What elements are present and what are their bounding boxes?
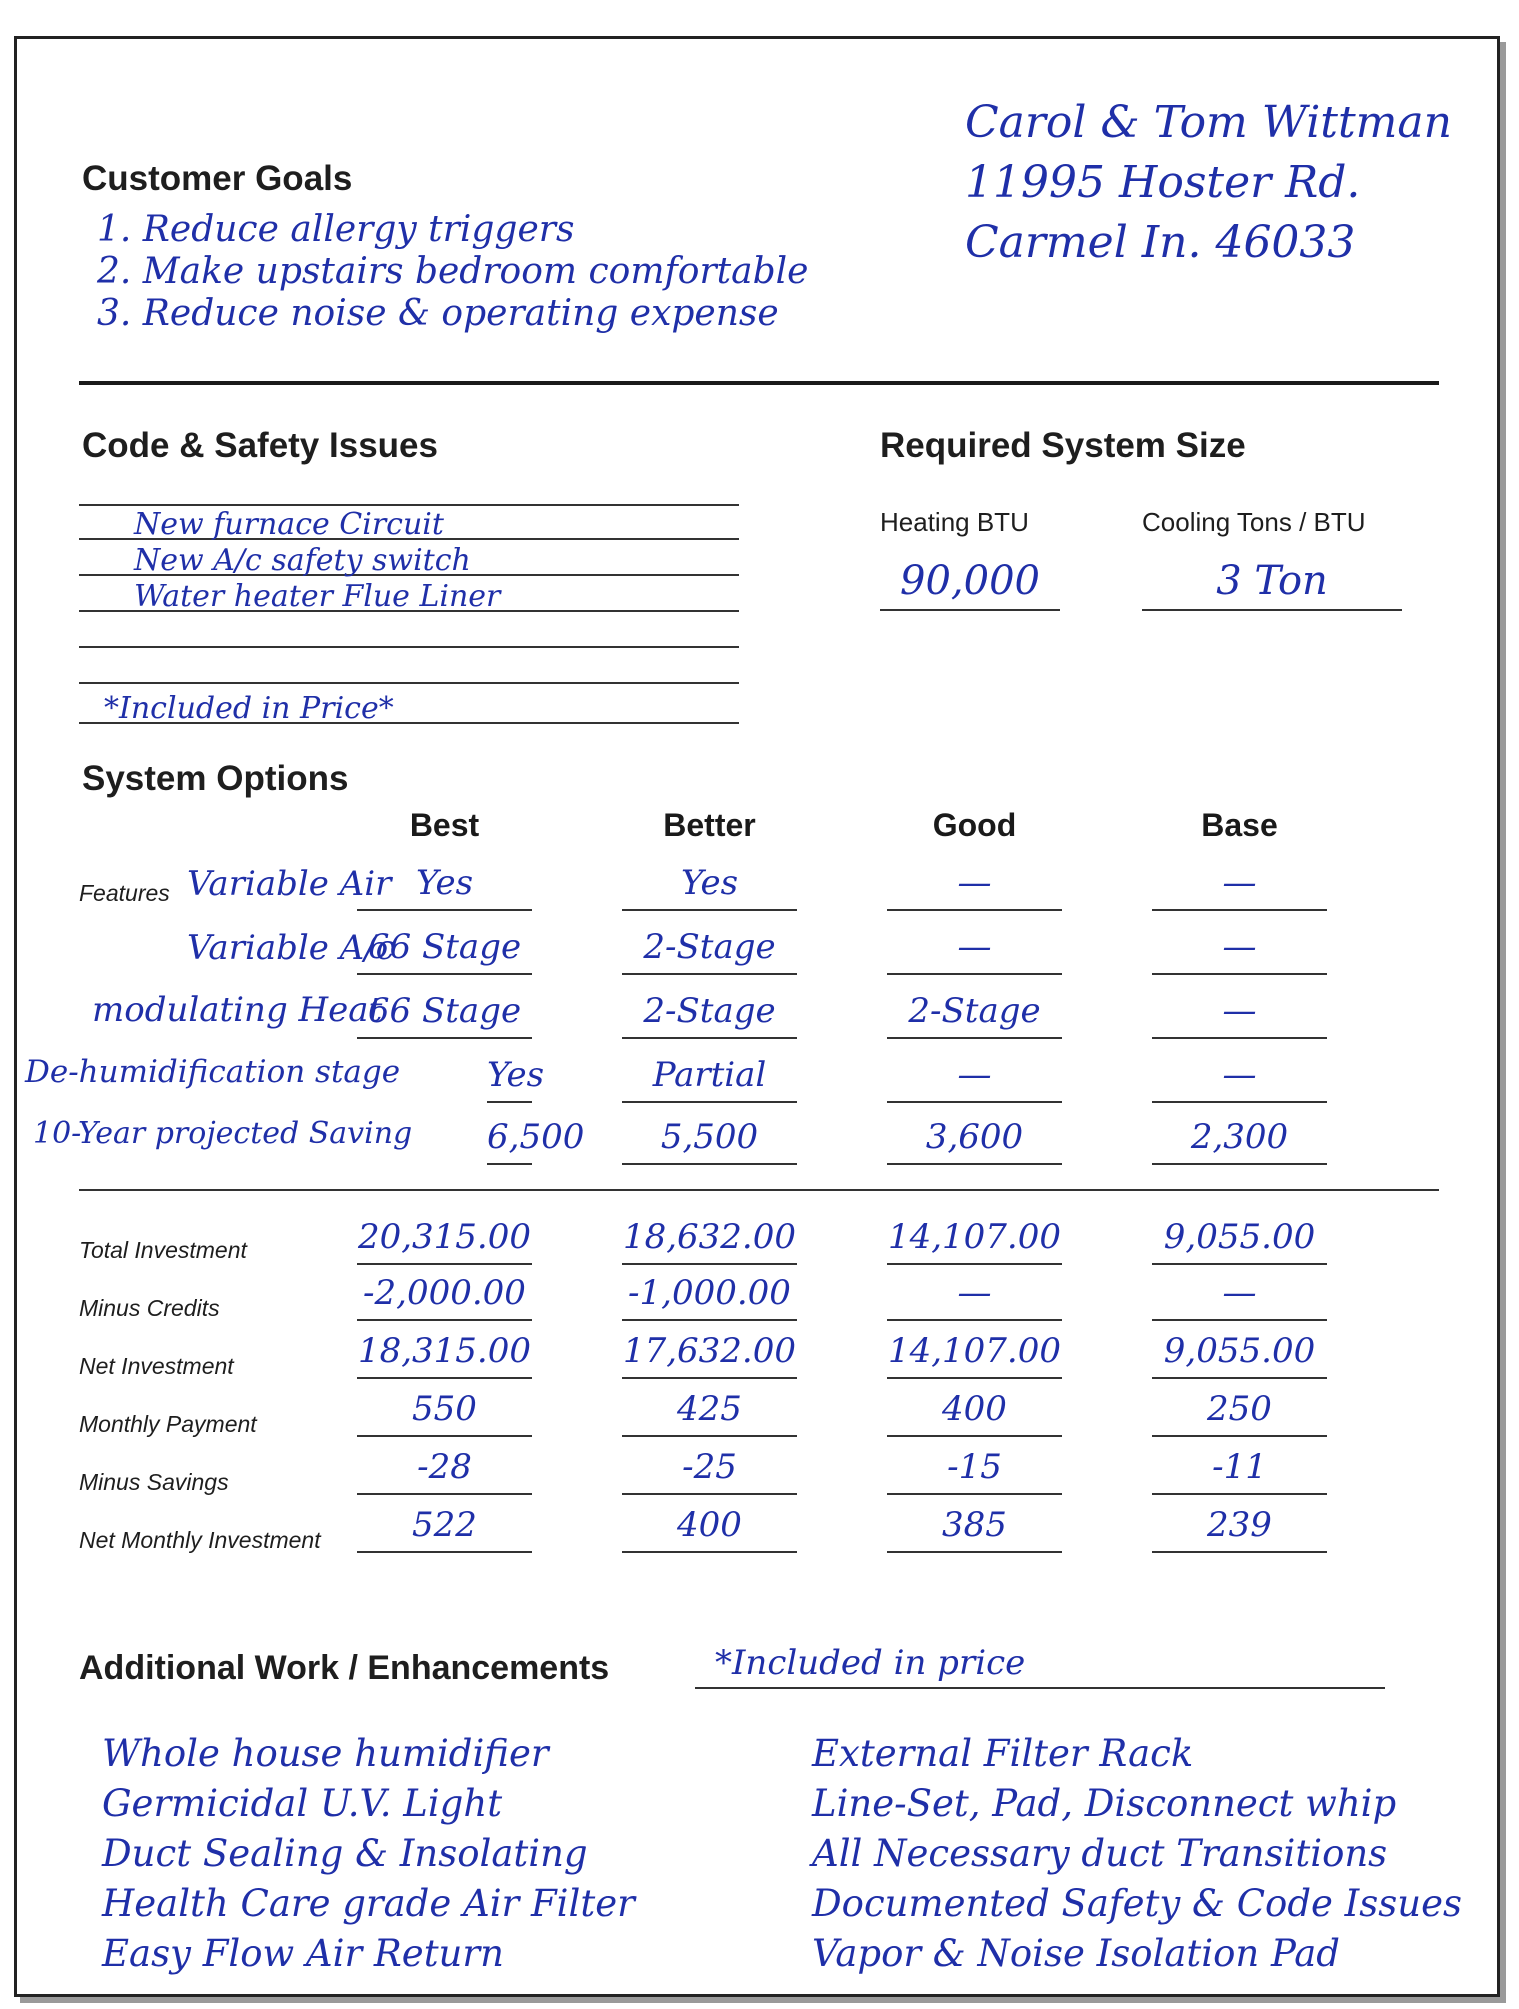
investment-cell: 425	[622, 1383, 797, 1437]
goal-item: 1. Reduce allergy triggers	[97, 209, 575, 250]
code-line	[79, 648, 739, 684]
enhancement-item: Germicidal U.V. Light	[102, 1782, 503, 1825]
option-cell: Yes	[622, 857, 797, 911]
investment-cell: 17,632.00	[622, 1325, 797, 1379]
option-cell: —	[1152, 857, 1327, 911]
section-divider	[79, 381, 1439, 385]
goal-item: 3. Reduce noise & operating expense	[97, 293, 779, 334]
investment-cell: —	[887, 1267, 1062, 1321]
investment-cell: -15	[887, 1441, 1062, 1495]
option-cell: —	[1152, 921, 1327, 975]
additional-work-heading: Additional Work / Enhancements	[79, 1649, 610, 1687]
cooling-tons-label: Cooling Tons / BTU	[1142, 507, 1366, 537]
investment-cell: -28	[357, 1441, 532, 1495]
option-row-label: De-humidification stage	[25, 1054, 401, 1090]
options-divider	[79, 1189, 1439, 1191]
worksheet-page	[14, 36, 1500, 1997]
heating-btu-field: 90,000	[880, 554, 1060, 611]
investment-cell: 9,055.00	[1152, 1325, 1327, 1379]
investment-row-label: Minus Credits	[79, 1295, 220, 1321]
option-cell: —	[1152, 1049, 1327, 1103]
option-cell: 2-Stage	[622, 921, 797, 975]
option-row-label: Variable A/c	[187, 928, 395, 968]
column-best: Best	[409, 807, 480, 843]
option-row-label: modulating Heat	[92, 990, 383, 1030]
system-options-heading: System Options	[82, 759, 349, 798]
investment-cell: —	[1152, 1267, 1327, 1321]
additional-right-list	[812, 1729, 1462, 1979]
column-base: Base	[1201, 807, 1278, 843]
features-label: Features	[79, 880, 170, 906]
option-cell: 3,600	[887, 1111, 1062, 1165]
option-cell: 6,500	[487, 1111, 532, 1165]
enhancement-item: All Necessary duct Transitions	[812, 1832, 1388, 1875]
investment-row-label: Net Monthly Investment	[79, 1527, 321, 1553]
investment-cell: -1,000.00	[622, 1267, 797, 1321]
enhancement-item: Easy Flow Air Return	[102, 1932, 504, 1975]
heating-btu-label: Heating BTU	[880, 507, 1029, 537]
investment-cell: 400	[887, 1383, 1062, 1437]
customer-goals-heading: Customer Goals	[82, 159, 353, 198]
investment-cell: 250	[1152, 1383, 1327, 1437]
investment-cell: 522	[357, 1499, 532, 1553]
investment-row-label: Minus Savings	[79, 1469, 229, 1495]
investment-cell: 20,315.00	[357, 1211, 532, 1265]
option-row-label: 10-Year projected Saving	[33, 1116, 413, 1151]
option-cell: Partial	[622, 1049, 797, 1103]
code-line: New A/c safety switch	[79, 540, 739, 576]
option-cell: Yes	[487, 1049, 532, 1103]
column-good: Good	[932, 807, 1017, 843]
investment-cell: 400	[622, 1499, 797, 1553]
option-cell: 66 Stage	[357, 921, 532, 975]
investment-cell: 14,107.00	[887, 1211, 1062, 1265]
customer-goals-list	[97, 209, 808, 335]
code-safety-heading: Code & Safety Issues	[82, 426, 438, 465]
code-line	[79, 612, 739, 648]
option-cell: 2-Stage	[622, 985, 797, 1039]
investment-cell: 385	[887, 1499, 1062, 1553]
option-cell: —	[887, 1049, 1062, 1103]
option-cell: —	[887, 921, 1062, 975]
option-cell: 2-Stage	[887, 985, 1062, 1039]
goal-item: 2. Make upstairs bedroom comfortable	[97, 251, 809, 292]
customer-city: Carmel In. 46033	[965, 217, 1356, 268]
investment-row-label: Total Investment	[79, 1237, 247, 1263]
enhancement-item: External Filter Rack	[812, 1732, 1194, 1775]
option-cell: 66 Stage	[357, 985, 532, 1039]
option-cell: Yes	[357, 857, 532, 911]
system-size-heading: Required System Size	[880, 426, 1246, 465]
enhancement-item: Duct Sealing & Insolating	[102, 1832, 588, 1875]
investment-cell: 14,107.00	[887, 1325, 1062, 1379]
investment-row-label: Net Investment	[79, 1353, 234, 1379]
option-cell: —	[887, 857, 1062, 911]
investment-cell: 18,315.00	[357, 1325, 532, 1379]
enhancement-item: Health Care grade Air Filter	[102, 1882, 635, 1925]
investment-cell: 550	[357, 1383, 532, 1437]
column-better: Better	[663, 807, 756, 843]
option-cell: 2,300	[1152, 1111, 1327, 1165]
investment-cell: -11	[1152, 1441, 1327, 1495]
investment-cell: 18,632.00	[622, 1211, 797, 1265]
additional-note: *Included in price	[715, 1643, 1026, 1683]
option-cell: 5,500	[622, 1111, 797, 1165]
additional-left-list	[102, 1729, 635, 1979]
option-cell: —	[1152, 985, 1327, 1039]
investment-cell: 9,055.00	[1152, 1211, 1327, 1265]
investment-row-label: Monthly Payment	[79, 1411, 257, 1437]
enhancement-item: Whole house humidifier	[102, 1732, 549, 1775]
option-row-label: Variable Air	[187, 864, 392, 904]
customer-address	[965, 93, 1452, 273]
investment-cell: -25	[622, 1441, 797, 1495]
additional-note-line	[695, 1639, 1385, 1689]
code-line: Water heater Flue Liner	[79, 576, 739, 612]
customer-street: 11995 Hoster Rd.	[965, 157, 1361, 208]
code-line: *Included in Price*	[79, 684, 739, 724]
cooling-tons-field: 3 Ton	[1142, 554, 1402, 611]
enhancement-item: Vapor & Noise Isolation Pad	[812, 1932, 1340, 1975]
enhancement-item: Documented Safety & Code Issues	[812, 1882, 1462, 1925]
code-line: New furnace Circuit	[79, 504, 739, 540]
investment-cell: 239	[1152, 1499, 1327, 1553]
enhancement-item: Line-Set, Pad, Disconnect whip	[812, 1782, 1397, 1825]
customer-name: Carol & Tom Wittman	[965, 97, 1452, 148]
code-safety-lines	[79, 504, 739, 724]
investment-cell: -2,000.00	[357, 1267, 532, 1321]
